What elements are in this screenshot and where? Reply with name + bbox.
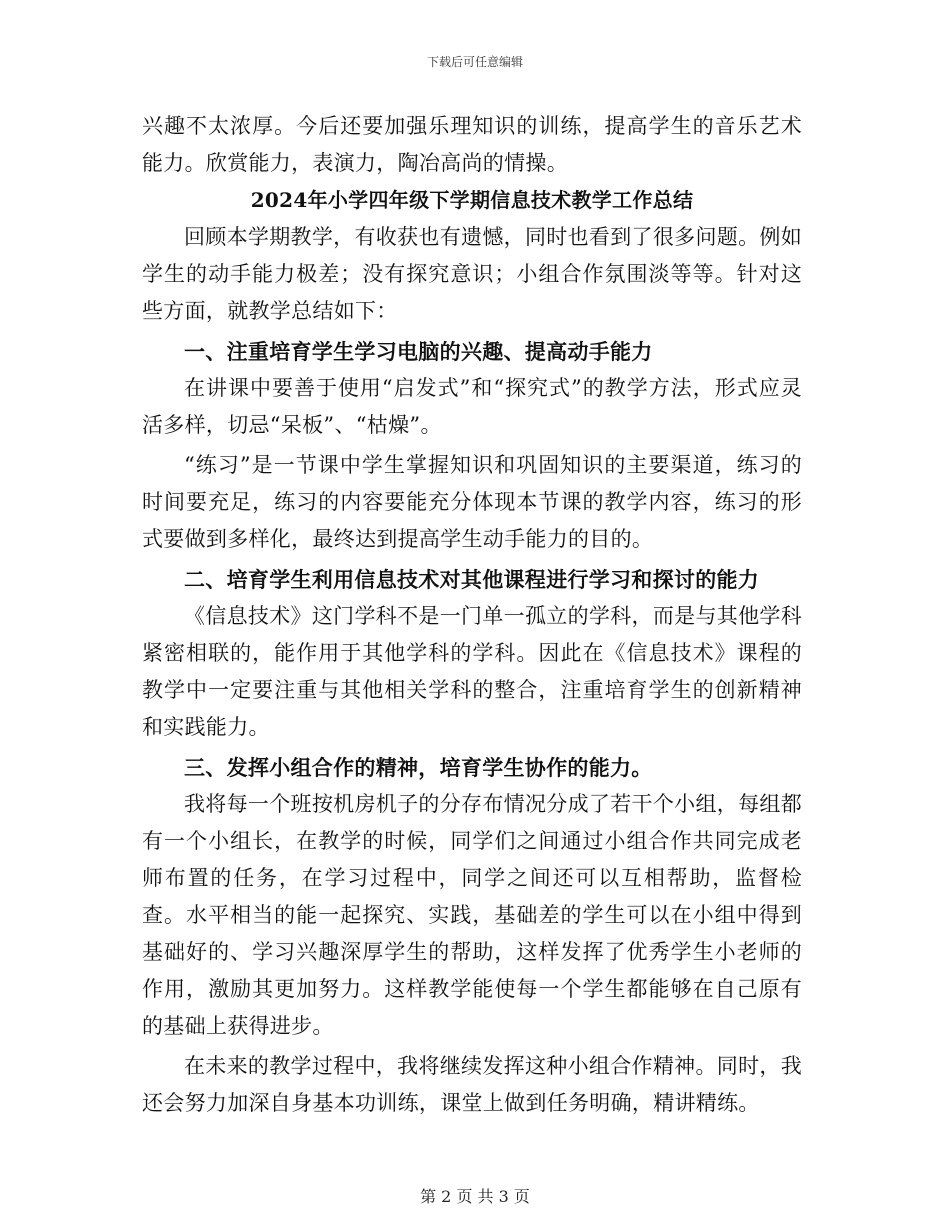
section-heading-2: 二、培育学生利用信息技术对其他课程进行学习和探讨的能力: [184, 567, 760, 592]
paragraph-section-3a: 我将每一个班按机房机子的分存布情况分成了若干个小组，每组都有一个小组长，在教学的时候，同学们之间通过小组合作共同完成老师布置的任务，在学习过程中，同学之间还可以互相帮助，监督检查。水平相当的能一起探究、实践，基础差的学生可以在小组中得到基础好的、学习兴趣深厚学生的帮助，这样发挥了优秀学生小老师的作用，激励其更加努力。这样教学能使每一个学生都能够在自己原有的基础上获得进步。: [142, 792, 802, 1038]
paragraph-section-1a: 在讲课中要善于使用“启发式”和“探究式”的教学方法，形式应灵活多样，切忌“呆板”、“枯燥”。: [142, 376, 802, 437]
section-heading-1: 一、注重培育学生学习电脑的兴趣、提高动手能力: [184, 339, 653, 364]
page-header: 下载后可任意编辑: [426, 55, 523, 69]
page-footer: 第 2 页 共 3 页: [420, 1187, 530, 1206]
paragraph-section-2: 《信息技术》这门学科不是一门单一孤立的学科，而是与其他学科紧密相联的，能作用于其他学科的学科。因此在《信息技术》课程的教学中一定要注重与其他相关学科的整合，注重培育学生的创新精神和实践能力。: [142, 604, 802, 739]
paragraph-continuation: 兴趣不太浓厚。今后还要加强乐理知识的训练，提高学生的音乐艺术能力。欣赏能力，表演力，陶冶高尚的情操。: [142, 114, 802, 175]
paragraph-section-1b: “练习”是一节课中学生掌握知识和巩固知识的主要渠道，练习的时间要充足，练习的内容要能充分体现本节课的教学内容，练习的形式要做到多样化，最终达到提高学生动手能力的目的。: [142, 453, 802, 551]
paragraph-section-3b: 在未来的教学过程中，我将继续发挥这种小组合作精神。同时，我还会努力加深自身基本功训练，课堂上做到任务明确，精讲精练。: [142, 1054, 802, 1115]
document-body: [142, 108, 802, 1122]
document-title: 2024年小学四年级下学期信息技术教学工作总结: [250, 188, 694, 212]
paragraph-intro: 回顾本学期教学，有收获也有遗憾，同时也看到了很多问题。例如学生的动手能力极差；没有探究意识；小组合作氛围淡等等。针对这些方面，就教学总结如下：: [142, 225, 802, 323]
section-heading-3: 三、发挥小组合作的精神，培育学生协作的能力。: [184, 755, 653, 780]
